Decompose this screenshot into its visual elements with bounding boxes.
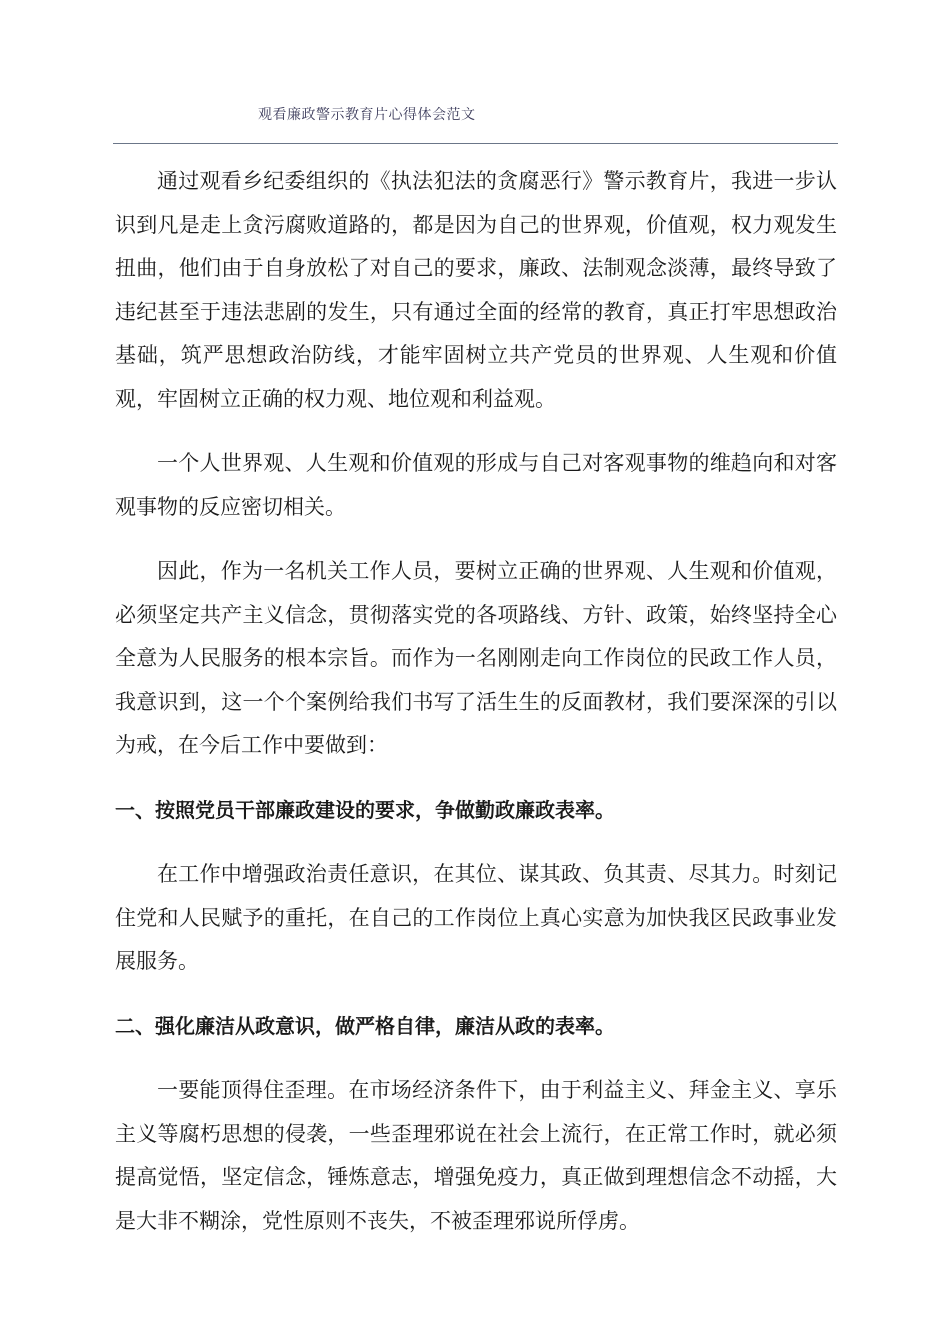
paragraph-5: 一要能顶得住歪理。在市场经济条件下，由于利益主义、拜金主义、享乐主义等腐朽思想的侵袭，一些歪理邪说在社会上流行，在正常工作时，就必须提高觉悟，坚定信念，锤炼意志，增强免疫力，真正做到理想信念不动摇，大是大非不糊涂，党性原则不丧失，不被歪理邪说所俘虏。 xyxy=(115,1078,837,1233)
paragraph-3: 因此，作为一名机关工作人员，要树立正确的世界观、人生观和价值观，必须坚定共产主义信念，贯彻落实党的各项路线、方针、政策，始终坚持全心全意为人民服务的根本宗旨。而作为一名刚刚走向工作岗位的民政工作人员，我意识到，这一个个案例给我们书写了活生生的反面教材，我们要深深的引以为戒，在今后工作中要做到： xyxy=(115,559,837,757)
paragraph-1: 通过观看乡纪委组织的《执法犯法的贪腐恶行》警示教育片，我进一步认识到凡是走上贪污腐败道路的，都是因为自己的世界观，价值观，权力观发生扭曲，他们由于自身放松了对自己的要求，廉政、法制观念淡薄，最终导致了违纪甚至于违法悲剧的发生，只有通过全面的经常的教育，真正打牢思想政治基础，筑严思想政治防线，才能牢固树立共产党员的世界观、人生观和价值观，牢固树立正确的权力观、地位观和利益观。 xyxy=(115,169,837,411)
document-body xyxy=(115,160,837,1264)
running-header: 观看廉政警示教育片心得体会范文 xyxy=(258,107,476,123)
header-divider xyxy=(113,143,838,144)
paragraph-4: 在工作中增强政治责任意识，在其位、谋其政、负其责、尽其力。时刻记住党和人民赋予的重托，在自己的工作岗位上真心实意为加快我区民政事业发展服务。 xyxy=(115,862,837,973)
section-heading-1: 一、按照党员干部廉政建设的要求，争做勤政廉政表率。 xyxy=(115,797,615,822)
paragraph-2: 一个人世界观、人生观和价值观的形成与自己对客观事物的维趋向和对客观事物的反应密切相关。 xyxy=(115,451,837,519)
section-heading-2: 二、强化廉洁从政意识，做严格自律，廉洁从政的表率。 xyxy=(115,1013,615,1038)
